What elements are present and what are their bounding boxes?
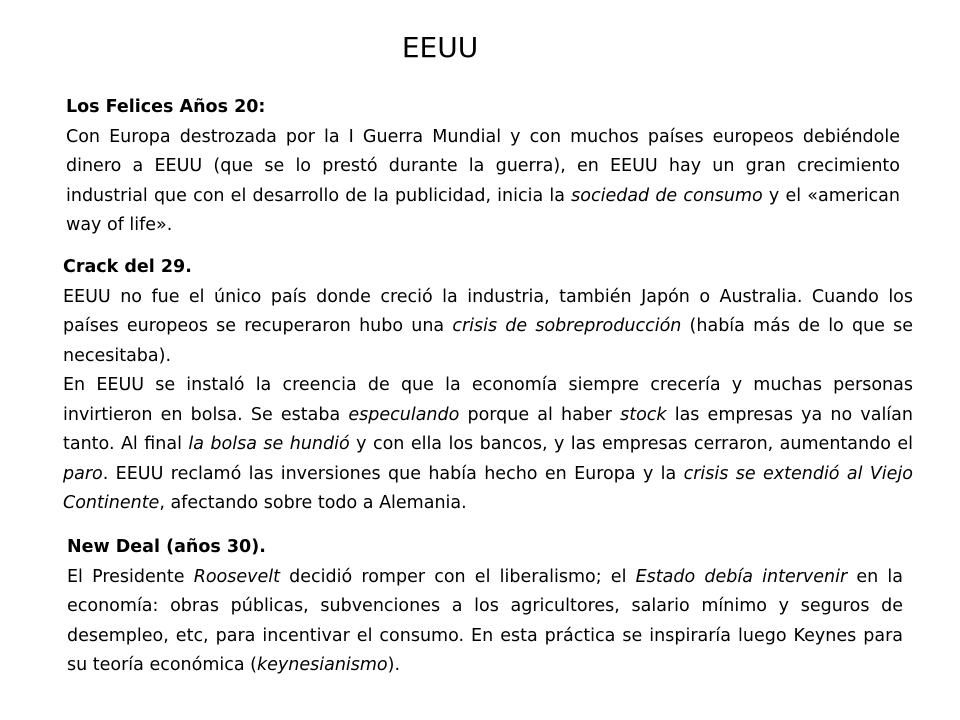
italic-text: Estado debía intervenir	[635, 566, 848, 587]
text-run: (había más de lo que se necesitaba).	[63, 316, 913, 366]
italic-text: crisis se extendió al Viejo Continente	[63, 463, 913, 513]
text-run: y con ella los bancos, y las empresas cerraron, aumentando el	[349, 434, 913, 454]
paragraph	[66, 123, 900, 241]
text-run: porque al haber	[459, 404, 621, 425]
italic-text: crisis de sobreproducción	[452, 316, 682, 336]
paragraph	[63, 283, 913, 372]
paragraph	[63, 371, 913, 519]
section-crack-del-29	[63, 253, 913, 519]
italic-text: Roosevelt	[193, 566, 280, 587]
text-run: Con Europa destrozada por la I Guerra Mundial y con muchos países europeos debiéndole dinero a EEUU (que se lo prestó durante la guerra), en EEUU hay un gran crecimiento industrial que con el desarrollo de la publicidad, inicia la	[66, 126, 900, 206]
italic-text: especulando	[348, 404, 460, 425]
text-run: en la economía: obras públicas, subvenciones a los agricultores, salario mínimo y seguros de desempleo, etc, para incentivar el consumo. En esta práctica se inspiraría luego Keynes para su teoría económica (	[67, 566, 903, 675]
section-heading: Crack del 29.	[63, 257, 192, 277]
section-felices-anos-20	[66, 93, 900, 241]
section-body	[63, 283, 913, 519]
italic-text: sociedad de consumo	[571, 185, 763, 206]
section-heading: New Deal (años 30).	[67, 537, 266, 557]
text-run: . EEUU reclamó las inversiones que había hecho en Europa y la	[102, 463, 684, 484]
italic-text: la bolsa se hundió	[188, 434, 350, 454]
text-run: El Presidente	[67, 566, 194, 587]
section-body	[67, 563, 903, 681]
italic-text: stock	[620, 404, 667, 425]
section-new-deal	[67, 533, 903, 681]
paragraph	[67, 563, 903, 681]
italic-text: paro	[63, 463, 103, 484]
section-heading: Los Felices Años 20:	[66, 97, 266, 117]
text-run: decidió romper con el liberalismo; el	[280, 566, 636, 587]
text-run: y el «american way of life».	[66, 185, 900, 235]
text-run: las empresas ya no valían tanto. Al final	[63, 404, 913, 454]
text-run: En EEUU se instaló la creencia de que la economía siempre crecería y muchas personas invirtieron en bolsa. Se estaba	[63, 375, 913, 425]
page-title: EEUU	[401, 31, 479, 64]
section-body	[66, 123, 900, 241]
text-run: ).	[387, 655, 401, 675]
italic-text: keynesianismo	[257, 655, 388, 675]
text-run: EEUU no fue el único país donde creció la industria, también Japón o Australia. Cuando los países europeos se recuperaron hubo una	[63, 286, 913, 336]
text-run: , afectando sobre todo a Alemania.	[159, 493, 467, 513]
